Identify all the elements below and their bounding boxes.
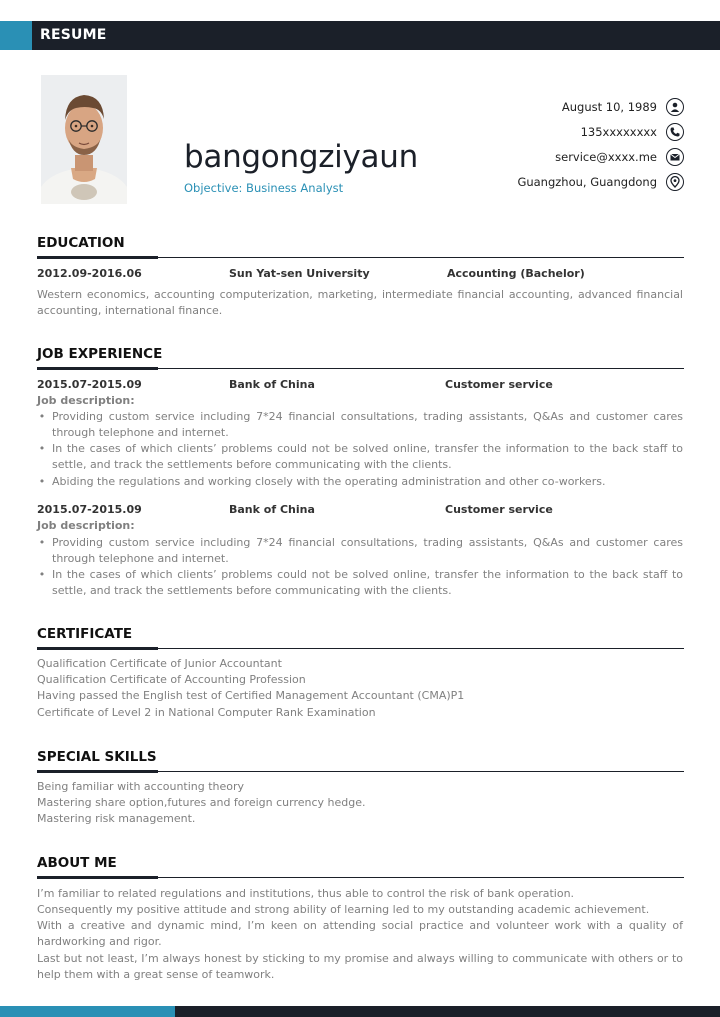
list-item: • Providing custom service including 7*24 financial consultations, trading assistants, Q&As and customer cares through telephone and internet. bbox=[38, 410, 683, 439]
header-accent bbox=[0, 21, 32, 50]
mail-icon bbox=[666, 148, 684, 166]
location-text: Guangzhou, Guangdong bbox=[517, 175, 657, 189]
person-icon bbox=[666, 98, 684, 116]
about-paragraph: Last but not least, I’m always honest by sticking to my promise and always willing to communicate with others or to help them with a great sense of teamwork. bbox=[37, 952, 683, 981]
certificate-item: Qualification Certificate of Accounting Profession bbox=[37, 673, 306, 686]
list-item: • In the cases of which clients’ problems could not be solved online, transfer the information to the back staff to settle, and track the settlements before communicating with the clients. bbox=[38, 568, 683, 597]
birthdate-text: August 10, 1989 bbox=[561, 100, 657, 114]
contact-birthdate bbox=[562, 97, 684, 117]
header-band bbox=[0, 21, 720, 50]
skill-item: Mastering risk management. bbox=[37, 812, 196, 825]
candidate-name: bangongziyaun bbox=[184, 139, 418, 175]
contact-location bbox=[517, 172, 684, 192]
experience-rule bbox=[37, 368, 684, 369]
education-description: Western economics, accounting computerization, marketing, intermediate financial accounting, advanced financial accounting, international finance. bbox=[37, 288, 683, 317]
education-period: 2012.09-2016.06 bbox=[37, 267, 142, 280]
about-title: ABOUT ME bbox=[37, 855, 117, 871]
job-role: Customer service bbox=[445, 503, 553, 516]
education-major: Accounting (Bachelor) bbox=[447, 267, 585, 280]
location-pin-icon bbox=[666, 173, 684, 191]
job-company: Bank of China bbox=[229, 378, 315, 391]
job-company: Bank of China bbox=[229, 503, 315, 516]
about-paragraph: With a creative and dynamic mind, I’m keen on attending social practice and volunteer work with a quality of hardworking and rigor. bbox=[37, 919, 683, 948]
certificate-title: CERTIFICATE bbox=[37, 626, 133, 642]
contact-email bbox=[555, 147, 684, 167]
certificate-item: Qualification Certificate of Junior Accountant bbox=[37, 657, 282, 670]
about-paragraph: Consequently my positive attitude and strong ability of learning led to my outstanding academic achievement. bbox=[37, 903, 650, 916]
skills-title: SPECIAL SKILLS bbox=[37, 749, 157, 765]
certificate-rule bbox=[37, 648, 684, 649]
phone-text: 135xxxxxxxx bbox=[580, 125, 657, 139]
resume-label: RESUME bbox=[40, 27, 107, 43]
contact-phone bbox=[581, 122, 684, 142]
footer-accent bbox=[0, 1006, 175, 1017]
job-period: 2015.07-2015.09 bbox=[37, 503, 142, 516]
phone-icon bbox=[666, 123, 684, 141]
skills-rule bbox=[37, 771, 684, 772]
education-school: Sun Yat-sen University bbox=[229, 267, 370, 280]
certificate-item: Certificate of Level 2 in National Computer Rank Examination bbox=[37, 706, 376, 719]
about-rule bbox=[37, 877, 684, 878]
about-paragraph: I’m familiar to related regulations and institutions, thus able to control the risk of bank operation. bbox=[37, 887, 575, 900]
experience-title: JOB EXPERIENCE bbox=[37, 346, 163, 362]
list-item: • Providing custom service including 7*24 financial consultations, trading assistants, Q&As and customer cares through telephone and internet. bbox=[38, 536, 683, 565]
education-rule bbox=[37, 257, 684, 258]
portrait-illustration bbox=[41, 75, 127, 204]
job-period: 2015.07-2015.09 bbox=[37, 378, 142, 391]
job-description-label: Job description: bbox=[37, 519, 135, 532]
email-text: service@xxxx.me bbox=[555, 150, 657, 164]
education-title: EDUCATION bbox=[37, 235, 125, 251]
list-item: • In the cases of which clients’ problems could not be solved online, transfer the information to the back staff to settle, and track the settlements before communicating with the clients. bbox=[38, 442, 683, 471]
job-role: Customer service bbox=[445, 378, 553, 391]
footer-band bbox=[0, 1006, 720, 1017]
list-item: • Abiding the regulations and working closely with the operating administration and other co-workers. bbox=[38, 475, 606, 488]
skill-item: Being familiar with accounting theory bbox=[37, 780, 245, 793]
objective-text: Objective: Business Analyst bbox=[184, 181, 344, 195]
certificate-item: Having passed the English test of Certified Management Accountant (CMA)P1 bbox=[37, 689, 465, 702]
skill-item: Mastering share option,futures and foreign currency hedge. bbox=[37, 796, 366, 809]
profile-photo bbox=[41, 75, 127, 204]
job-description-label: Job description: bbox=[37, 394, 135, 407]
